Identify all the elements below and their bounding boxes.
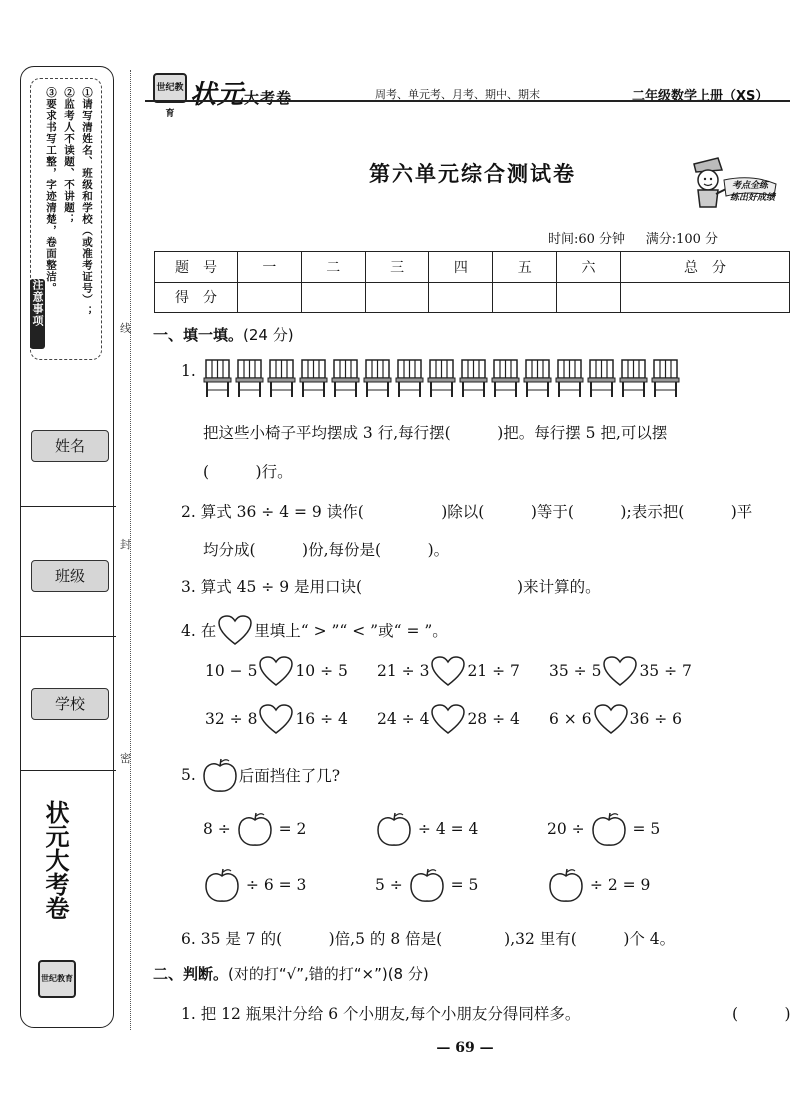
chair-icon bbox=[395, 358, 424, 400]
sidebar-brand bbox=[40, 800, 96, 950]
comparison-right: 21 ÷ 7 bbox=[467, 662, 520, 680]
equation-item bbox=[547, 866, 650, 904]
equation-item bbox=[547, 810, 660, 848]
name-field-label: 姓名 bbox=[31, 430, 109, 462]
heart-icon bbox=[217, 614, 253, 646]
score-table-score-row bbox=[155, 282, 790, 313]
q1-number: 1. bbox=[181, 362, 196, 380]
chair-icon bbox=[267, 358, 296, 400]
chair-icon bbox=[427, 358, 456, 400]
q5-equations bbox=[203, 810, 763, 910]
apple-icon[interactable] bbox=[408, 866, 446, 904]
apple-icon[interactable] bbox=[203, 866, 241, 904]
sidebar-brand-text: 状元大考卷 bbox=[41, 800, 69, 920]
school-field-label: 学校 bbox=[31, 688, 109, 720]
q2-line-1: 2. 算式 36 ÷ 4 = 9 读作( )除以( )等于( );表示把( )平 bbox=[181, 503, 753, 521]
score-header-cell: 题 号 bbox=[155, 252, 238, 283]
q4-comparisons bbox=[205, 655, 765, 745]
equation-apple[interactable] bbox=[236, 810, 274, 848]
page-number: — 69 — bbox=[436, 1040, 494, 1056]
page-title: 第六单元综合测试卷 bbox=[369, 161, 576, 186]
q3-text: 3. 算式 45 ÷ 9 是用口诀( )来计算的。 bbox=[181, 578, 601, 596]
notes-box bbox=[30, 78, 102, 360]
score-row-label: 得 分 bbox=[155, 282, 238, 313]
q5-number: 5. bbox=[181, 766, 196, 784]
score-header-cell: 五 bbox=[493, 252, 557, 283]
q4-intro-pre: 4. 在 bbox=[181, 622, 217, 640]
heart-icon[interactable] bbox=[430, 655, 466, 687]
heart-icon[interactable] bbox=[258, 655, 294, 687]
comparison-item bbox=[377, 703, 520, 735]
chair-icon bbox=[459, 358, 488, 400]
comparison-left: 24 ÷ 4 bbox=[377, 710, 430, 728]
score-header-cell: 四 bbox=[429, 252, 493, 283]
chair-icon bbox=[587, 358, 616, 400]
equation-item bbox=[203, 810, 306, 848]
chairs-row bbox=[203, 358, 688, 400]
cut-mark-seal: 封 bbox=[120, 538, 131, 551]
heart-icon[interactable] bbox=[258, 703, 294, 735]
equation-apple[interactable] bbox=[408, 866, 446, 904]
chair-icon bbox=[235, 358, 264, 400]
comparison-left: 21 ÷ 3 bbox=[377, 662, 430, 680]
exam-total-score: 满分:100 分 bbox=[645, 232, 719, 247]
equation-item bbox=[203, 866, 306, 904]
comparison-heart[interactable] bbox=[257, 655, 295, 687]
sidebar-divider-1 bbox=[20, 506, 116, 507]
comparison-right: 28 ÷ 4 bbox=[467, 710, 520, 728]
comparison-item bbox=[205, 655, 348, 687]
section-2-title bbox=[153, 963, 429, 984]
notes-title: 注意事项 bbox=[30, 279, 45, 349]
comparison-heart[interactable] bbox=[429, 655, 467, 687]
score-table bbox=[154, 251, 790, 313]
equation-apple[interactable] bbox=[375, 810, 413, 848]
comparison-left: 10 − 5 bbox=[205, 662, 258, 680]
comparison-heart[interactable] bbox=[592, 703, 630, 735]
q4-intro-post: 里填上“ > ”“ < ”或“ = ”。 bbox=[254, 622, 448, 640]
mascot-illustration bbox=[680, 152, 780, 212]
apple-icon[interactable] bbox=[590, 810, 628, 848]
cut-mark-secret: 密 bbox=[120, 752, 131, 765]
chair-icon bbox=[491, 358, 520, 400]
section-2-title-text: 二、判断。 bbox=[153, 965, 229, 983]
comparison-right: 10 ÷ 5 bbox=[295, 662, 348, 680]
equation-suffix: = 2 bbox=[273, 820, 307, 838]
equation-suffix: ÷ 2 = 9 bbox=[585, 876, 651, 894]
comparison-item bbox=[549, 703, 682, 735]
chair-icon bbox=[299, 358, 328, 400]
comparison-heart[interactable] bbox=[601, 655, 639, 687]
s2-q1-text: 1. 把 12 瓶果汁分给 6 个小朋友,每个小朋友分得同样多。 bbox=[181, 1005, 581, 1023]
brand-sub: 大考卷 bbox=[244, 89, 293, 107]
chair-icon bbox=[619, 358, 648, 400]
exam-info bbox=[548, 228, 718, 247]
score-cell[interactable] bbox=[238, 282, 302, 313]
section-1-title bbox=[153, 324, 294, 345]
section-1-title-text: 一、填一填。 bbox=[153, 326, 244, 344]
s2-q1-answer[interactable]: ( ) bbox=[732, 1005, 791, 1023]
score-cell[interactable] bbox=[557, 282, 621, 313]
score-header-cell: 总 分 bbox=[620, 252, 789, 283]
notes-line-2: ②监考人不读题、不讲题； bbox=[63, 87, 75, 225]
score-cell[interactable] bbox=[620, 282, 789, 313]
comparison-right: 16 ÷ 4 bbox=[295, 710, 348, 728]
apple-icon bbox=[201, 756, 239, 794]
brand-title bbox=[190, 74, 292, 111]
sidebar-divider-2 bbox=[20, 636, 116, 637]
comparison-heart[interactable] bbox=[429, 703, 467, 735]
equation-apple[interactable] bbox=[547, 866, 585, 904]
heart-icon[interactable] bbox=[602, 655, 638, 687]
apple-icon[interactable] bbox=[375, 810, 413, 848]
score-cell[interactable] bbox=[493, 282, 557, 313]
chair-icon bbox=[203, 358, 232, 400]
mascot-slogan-1: 考点全练 bbox=[732, 181, 769, 191]
sidebar-divider-3 bbox=[20, 770, 116, 771]
cut-mark-line: 线 bbox=[120, 322, 131, 335]
comparison-right: 36 ÷ 6 bbox=[629, 710, 683, 728]
score-cell[interactable] bbox=[429, 282, 493, 313]
comparison-item bbox=[549, 655, 692, 687]
heart-icon[interactable] bbox=[430, 703, 466, 735]
chair-icon bbox=[555, 358, 584, 400]
header-rule bbox=[145, 100, 790, 102]
equation-item bbox=[375, 866, 478, 904]
comparison-left: 6 × 6 bbox=[549, 710, 592, 728]
score-cell[interactable] bbox=[365, 282, 429, 313]
sidebar-logo: 世纪教育 bbox=[38, 960, 76, 998]
equation-suffix: = 5 bbox=[627, 820, 661, 838]
equation-suffix: = 5 bbox=[445, 876, 479, 894]
book-title: 二年级数学上册（XS） bbox=[632, 89, 769, 104]
score-cell[interactable] bbox=[301, 282, 365, 313]
q5-intro bbox=[181, 756, 340, 794]
q1-line-2: ( )行。 bbox=[203, 463, 293, 481]
equation-apple[interactable] bbox=[590, 810, 628, 848]
section-2-instruction: (对的打“√”,错的打“×”)(8 分) bbox=[228, 965, 429, 983]
score-table-header-row bbox=[155, 252, 790, 283]
chair-icon bbox=[331, 358, 360, 400]
brand-main: 状元 bbox=[190, 80, 245, 110]
heart-icon[interactable] bbox=[593, 703, 629, 735]
comparison-heart[interactable] bbox=[257, 703, 295, 735]
chair-icon bbox=[523, 358, 552, 400]
comparison-left: 32 ÷ 8 bbox=[205, 710, 258, 728]
section-1-points: (24 分) bbox=[243, 326, 294, 344]
q2-line-2: 均分成( )份,每份是( )。 bbox=[203, 541, 450, 559]
comparison-item bbox=[377, 655, 520, 687]
mascot-slogan-2: 练出好成绩 bbox=[730, 193, 776, 203]
chair-icon bbox=[651, 358, 680, 400]
q5-intro-text: 后面挡住了几? bbox=[238, 767, 341, 785]
score-header-cell: 一 bbox=[238, 252, 302, 283]
q1-line-1: 把这些小椅子平均摆成 3 行,每行摆( )把。每行摆 5 把,可以摆 bbox=[203, 424, 668, 442]
class-field-label: 班级 bbox=[31, 560, 109, 592]
apple-icon[interactable] bbox=[547, 866, 585, 904]
equation-suffix: ÷ 4 = 4 bbox=[413, 820, 479, 838]
comparison-item bbox=[205, 703, 348, 735]
equation-apple[interactable] bbox=[203, 866, 241, 904]
equation-prefix: 5 ÷ bbox=[375, 876, 408, 894]
equation-prefix: 8 ÷ bbox=[203, 820, 236, 838]
score-header-cell: 六 bbox=[557, 252, 621, 283]
score-header-cell: 二 bbox=[301, 252, 365, 283]
equation-prefix: 20 ÷ bbox=[547, 820, 590, 838]
apple-icon[interactable] bbox=[236, 810, 274, 848]
exam-time: 时间:60 分钟 bbox=[548, 232, 626, 247]
notes-line-1: ①请写清姓名、班级和学校（或准考证号）； bbox=[81, 87, 93, 317]
comparison-right: 35 ÷ 7 bbox=[639, 662, 692, 680]
notes-line-3: ③要求书写工整，字迹清楚，卷面整洁。 bbox=[45, 87, 57, 294]
comparison-left: 35 ÷ 5 bbox=[549, 662, 602, 680]
equation-suffix: ÷ 6 = 3 bbox=[241, 876, 307, 894]
publisher-logo: 世纪教育 bbox=[153, 73, 187, 103]
chair-icon bbox=[363, 358, 392, 400]
equation-item bbox=[375, 810, 478, 848]
score-header-cell: 三 bbox=[365, 252, 429, 283]
exam-tags: 周考、单元考、月考、期中、期末 bbox=[375, 88, 540, 101]
q6-text: 6. 35 是 7 的( )倍,5 的 8 倍是( ),32 里有( )个 4。 bbox=[181, 930, 676, 948]
q4-intro bbox=[181, 614, 448, 646]
